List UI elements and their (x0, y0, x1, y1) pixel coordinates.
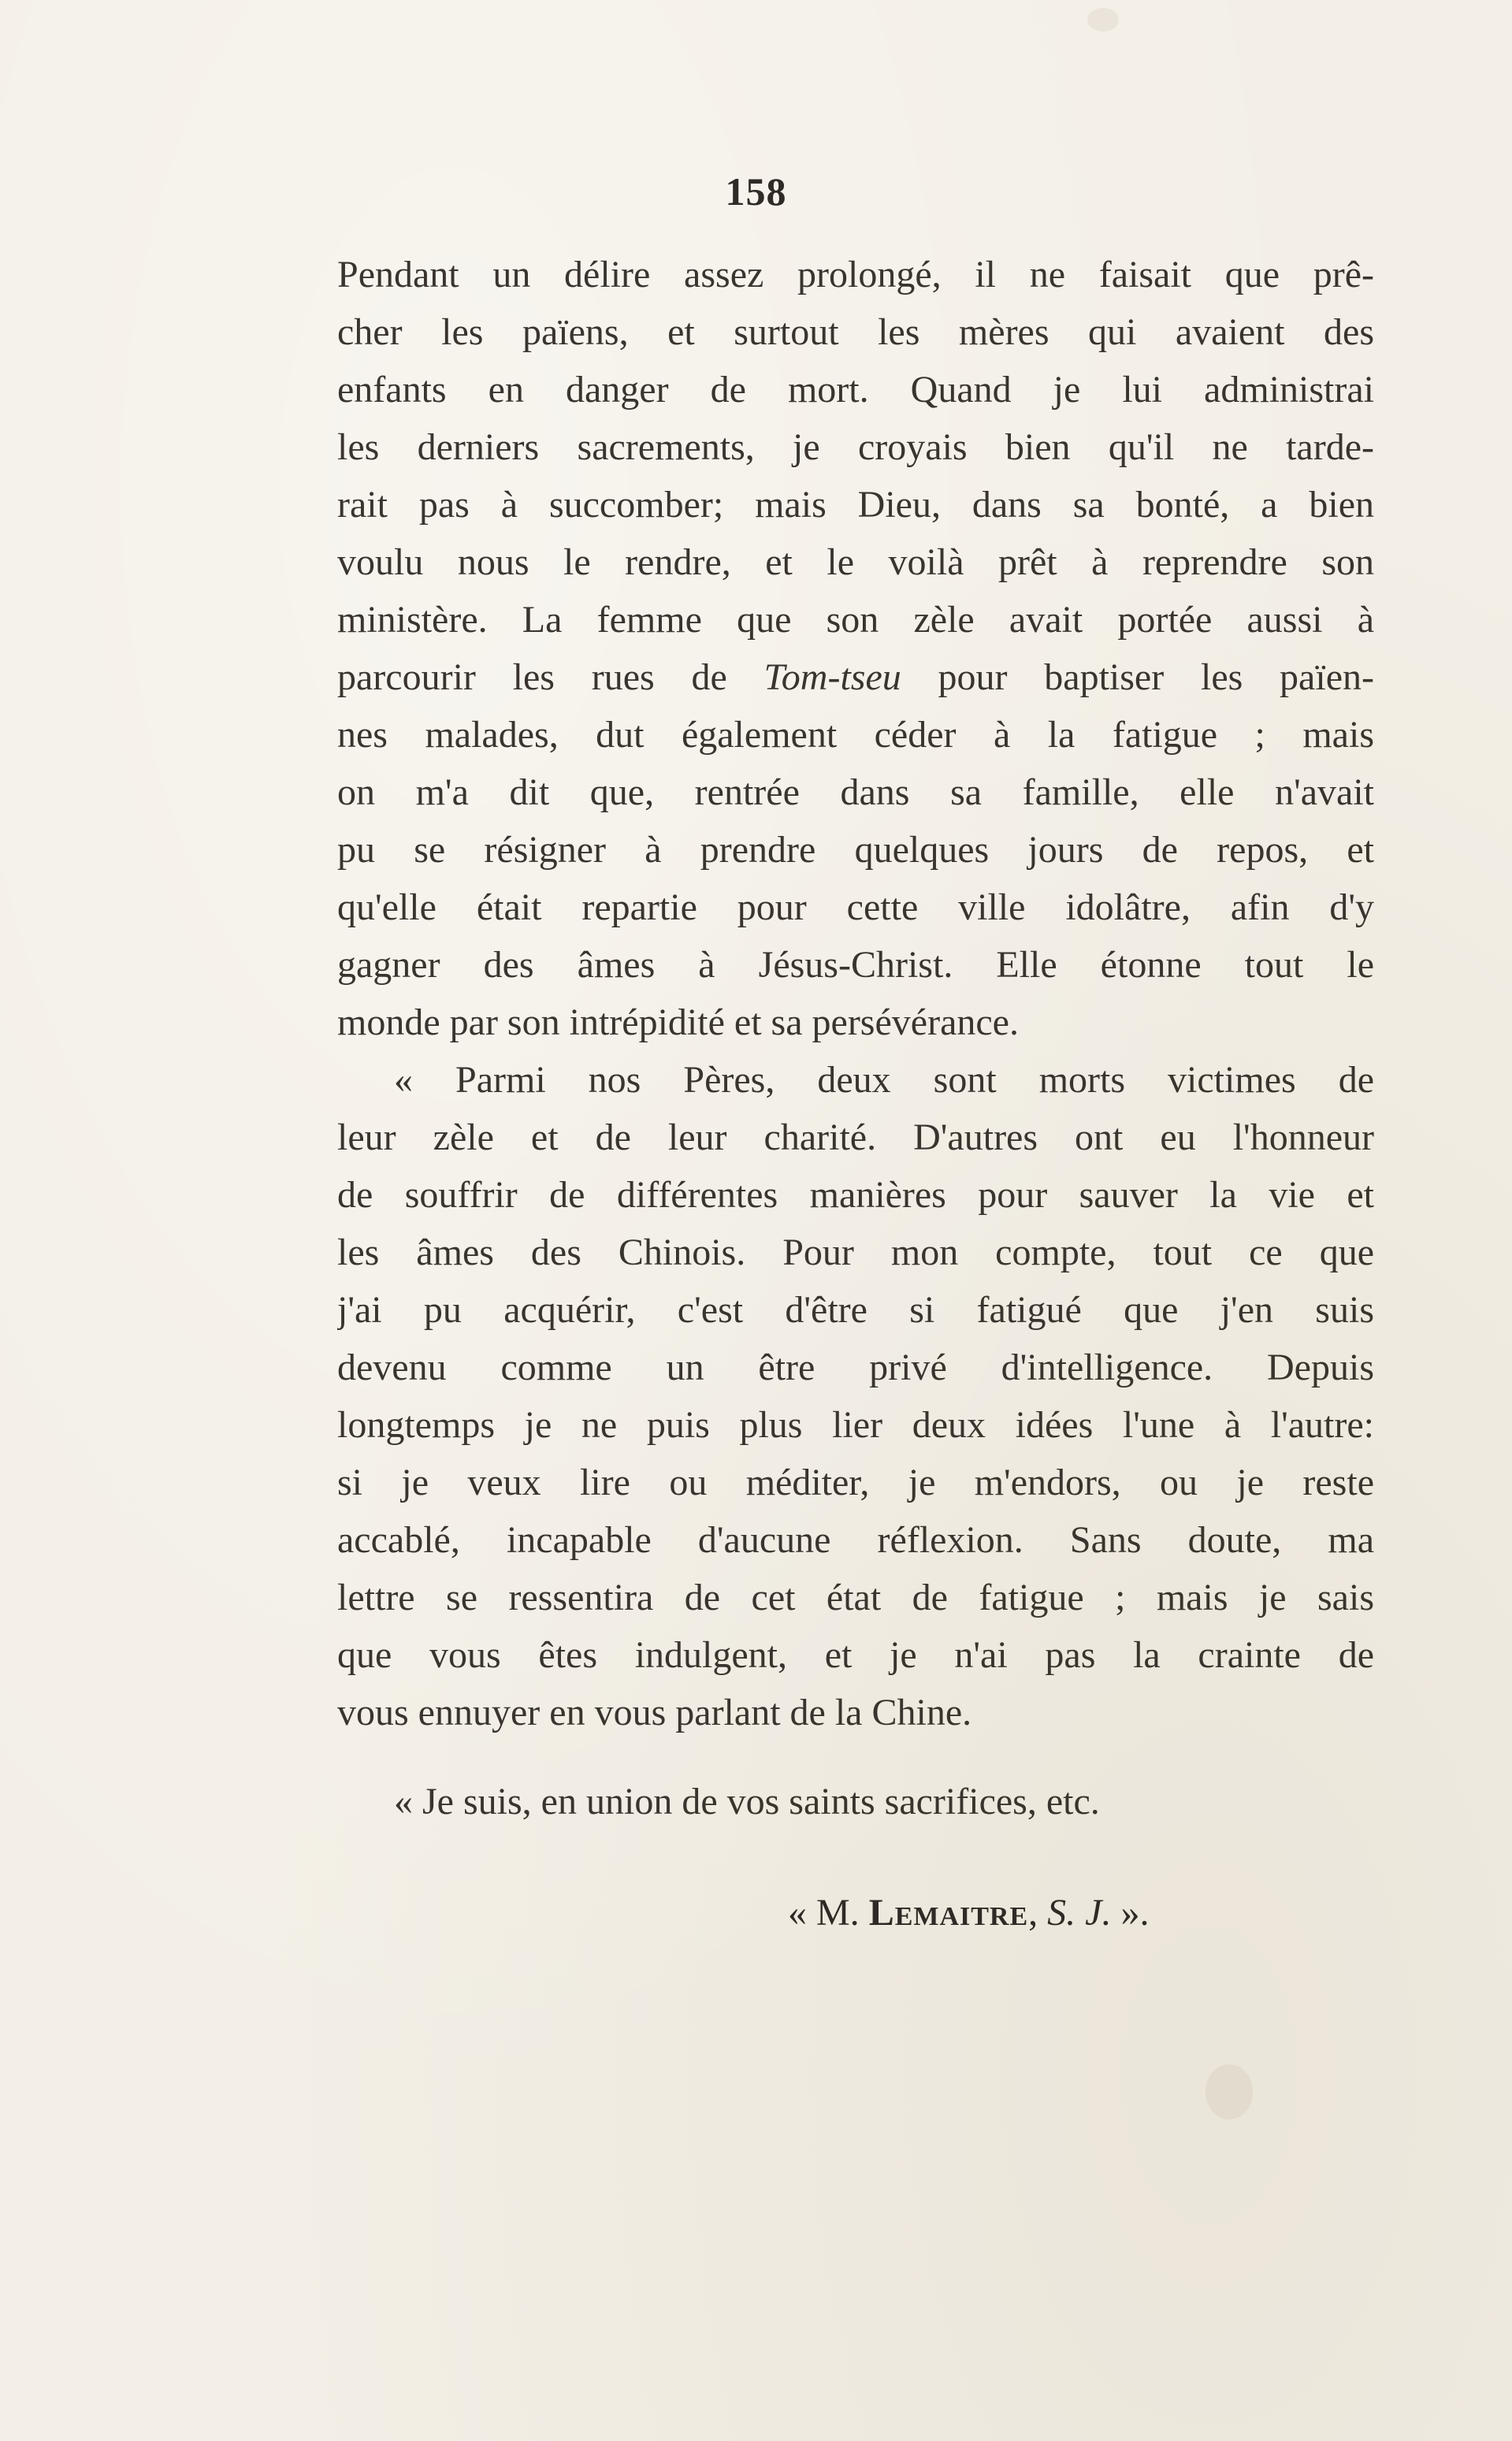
paper-stain (1206, 2064, 1253, 2120)
paragraph-spacer (337, 1741, 1374, 1773)
signature-separator: , (1028, 1892, 1048, 1934)
text-line: cher les païens, et surtout les mères qui avaient des (337, 311, 1374, 353)
text-line: Pendant un délire assez prolongé, il ne faisait que prê- (337, 254, 1374, 295)
place-name: Tom-tseu (763, 656, 901, 698)
body-text (337, 246, 1374, 1830)
signature-suffix: ». (1111, 1892, 1150, 1934)
signature-name: Lemaitre (868, 1892, 1029, 1934)
text-line: voulu nous le rendre, et le voilà prêt à reprendre son (337, 541, 1374, 583)
text-line: pu se résigner à prendre quelques jours de repos, et (337, 829, 1374, 871)
text-line: les derniers sacrements, je croyais bien qu'il ne tarde- (337, 426, 1374, 468)
text-line: gagner des âmes à Jésus-Christ. Elle étonne tout le (337, 944, 1374, 986)
text-line: si je veux lire ou méditer, je m'endors, ou je reste (337, 1462, 1374, 1503)
text-line-segment: parcourir les rues de (337, 656, 764, 698)
text-line: accablé, incapable d'aucune réflexion. Sans doute, ma (337, 1519, 1374, 1561)
text-line: « Parmi nos Pères, deux sont morts victimes de (394, 1059, 1374, 1101)
paper-stain (1087, 8, 1119, 32)
text-line: leur zèle et de leur charité. D'autres ont eu l'honneur (337, 1116, 1374, 1158)
text-line: longtemps je ne puis plus lier deux idées l'une à l'autre: (337, 1404, 1374, 1446)
text-line: les âmes des Chinois. Pour mon compte, tout ce que (337, 1232, 1374, 1273)
text-line: j'ai pu acquérir, c'est d'être si fatigué que j'en suis (337, 1289, 1374, 1331)
text-line: de souffrir de différentes manières pour sauver la vie et (337, 1174, 1374, 1216)
page-number: 158 (725, 169, 787, 214)
text-line (337, 648, 1374, 706)
signature (788, 1891, 1149, 1934)
text-line: rait pas à succomber; mais Dieu, dans sa bonté, a bien (337, 484, 1374, 526)
text-line: vous ennuyer en vous parlant de la Chine. (337, 1692, 972, 1733)
signature-prefix: « M. (788, 1892, 869, 1934)
text-line: lettre se ressentira de cet état de fatigue ; mais je sais (337, 1577, 1374, 1618)
text-line: enfants en danger de mort. Quand je lui administrai (337, 369, 1374, 411)
text-line: ministère. La femme que son zèle avait portée aussi à (337, 599, 1374, 641)
text-line: nes malades, dut également céder à la fatigue ; mais (337, 714, 1374, 756)
signature-order: S. J. (1047, 1892, 1112, 1934)
closing-line: « Je suis, en union de vos saints sacrifices, etc. (394, 1781, 1100, 1822)
text-line: on m'a dit que, rentrée dans sa famille, elle n'avait (337, 771, 1374, 813)
text-line-segment: pour baptiser les païen- (901, 656, 1374, 698)
text-line: monde par son intrépidité et sa persévérance. (337, 1001, 1019, 1043)
paragraph-lines (337, 246, 1374, 1741)
text-line: que vous êtes indulgent, et je n'ai pas la crainte de (337, 1634, 1374, 1676)
text-line: qu'elle était repartie pour cette ville idolâtre, afin d'y (337, 886, 1374, 928)
text-line: devenu comme un être privé d'intelligence. Depuis (337, 1347, 1374, 1388)
